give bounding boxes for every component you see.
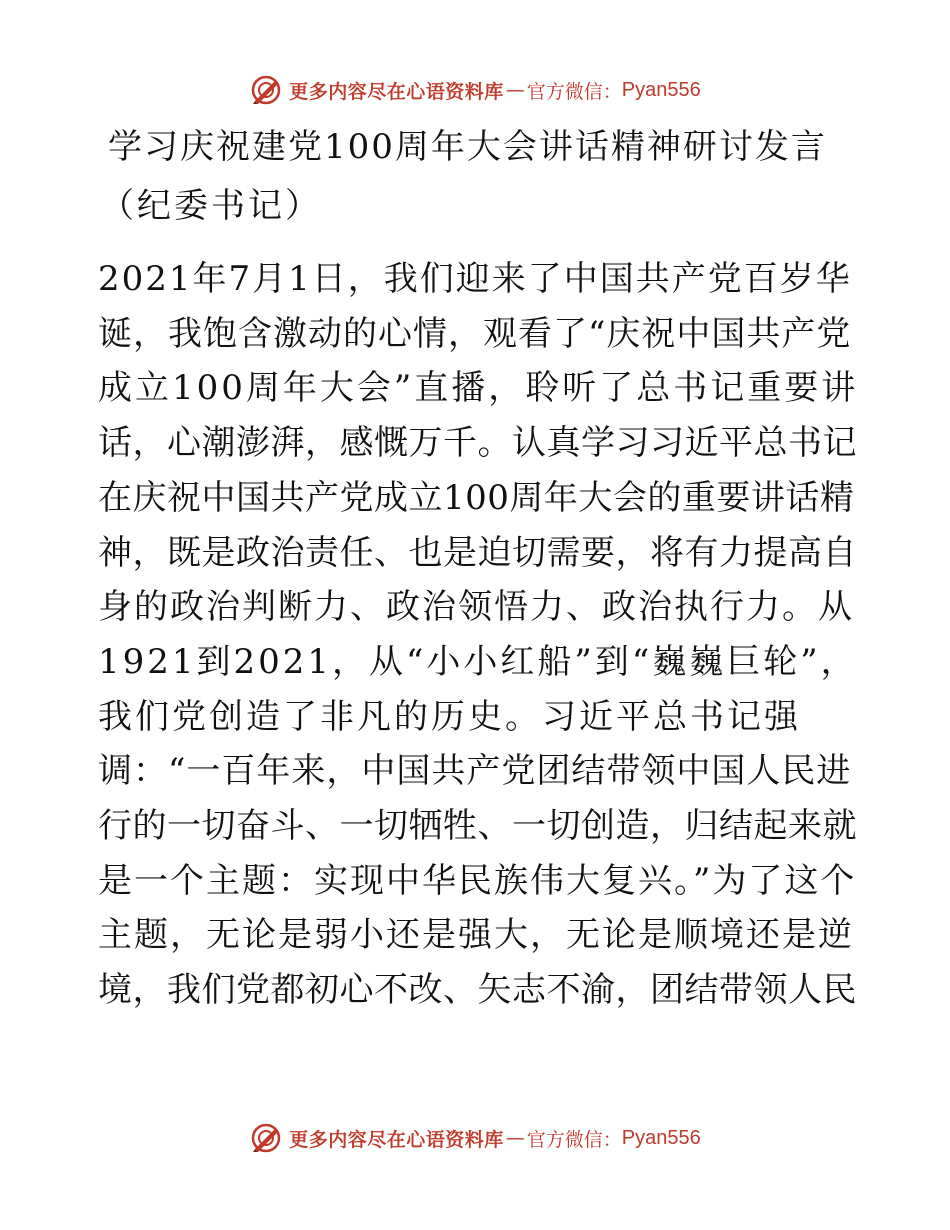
watermark-banner-bottom bbox=[0, 1118, 950, 1158]
document-title: 学习庆祝建党100周年大会讲话精神研讨发言 bbox=[108, 127, 827, 167]
banner-dash: — bbox=[505, 1127, 525, 1149]
body-line: 神，既是政治责任、也是迫切需要，将有力提高自 bbox=[98, 532, 857, 573]
banner-contact-label: 官方微信： bbox=[526, 80, 622, 103]
body-line: 诞，我饱含激动的心情，观看了“庆祝中国共产党 bbox=[98, 313, 852, 354]
document-subtitle: （纪委书记） bbox=[100, 186, 322, 226]
body-line: 在庆祝中国共产党成立100周年大会的重要讲话精 bbox=[98, 477, 855, 518]
body-line: 我们党创造了非凡的历史。习近平总书记强 bbox=[98, 696, 801, 737]
body-line: 行的一切奋斗、一切牺牲、一切创造，归结起来就 bbox=[98, 806, 857, 847]
body-line: 主题，无论是弱小还是强大，无论是顺境还是逆 bbox=[98, 915, 854, 956]
body-line: 话，心潮澎湃，感慨万千。认真学习习近平总书记 bbox=[98, 423, 857, 464]
body-paragraph bbox=[98, 252, 858, 1018]
body-line: 身的政治判断力、政治领悟力、政治执行力。从 bbox=[98, 587, 854, 628]
banner-contact-label: 官方微信： bbox=[526, 1128, 622, 1151]
pen-logo-icon bbox=[249, 1121, 283, 1155]
watermark-banner-top bbox=[0, 70, 950, 110]
banner-wechat-handle: Pyan556 bbox=[621, 1126, 701, 1149]
banner-wechat-handle: Pyan556 bbox=[621, 78, 701, 101]
body-line: 1921到2021，从“小小红船”到“巍巍巨轮”， bbox=[98, 641, 858, 682]
banner-dash: — bbox=[505, 79, 525, 101]
body-line: 2021年7月1日，我们迎来了中国共产党百岁华 bbox=[98, 259, 852, 299]
body-line: 是一个主题：实现中华民族伟大复兴。”为了这个 bbox=[98, 860, 857, 901]
body-line: 调：“一百年来，中国共产党团结带领中国人民进 bbox=[98, 751, 852, 792]
banner-brand-text: 更多内容尽在心语资料库 bbox=[289, 1128, 504, 1151]
body-line: 境，我们党都初心不改、矢志不渝，团结带领人民 bbox=[98, 970, 857, 1011]
body-line: 成立100周年大会”直播，聆听了总书记重要讲 bbox=[98, 368, 859, 409]
pen-logo-icon bbox=[249, 73, 283, 107]
banner-brand-text: 更多内容尽在心语资料库 bbox=[289, 80, 504, 103]
